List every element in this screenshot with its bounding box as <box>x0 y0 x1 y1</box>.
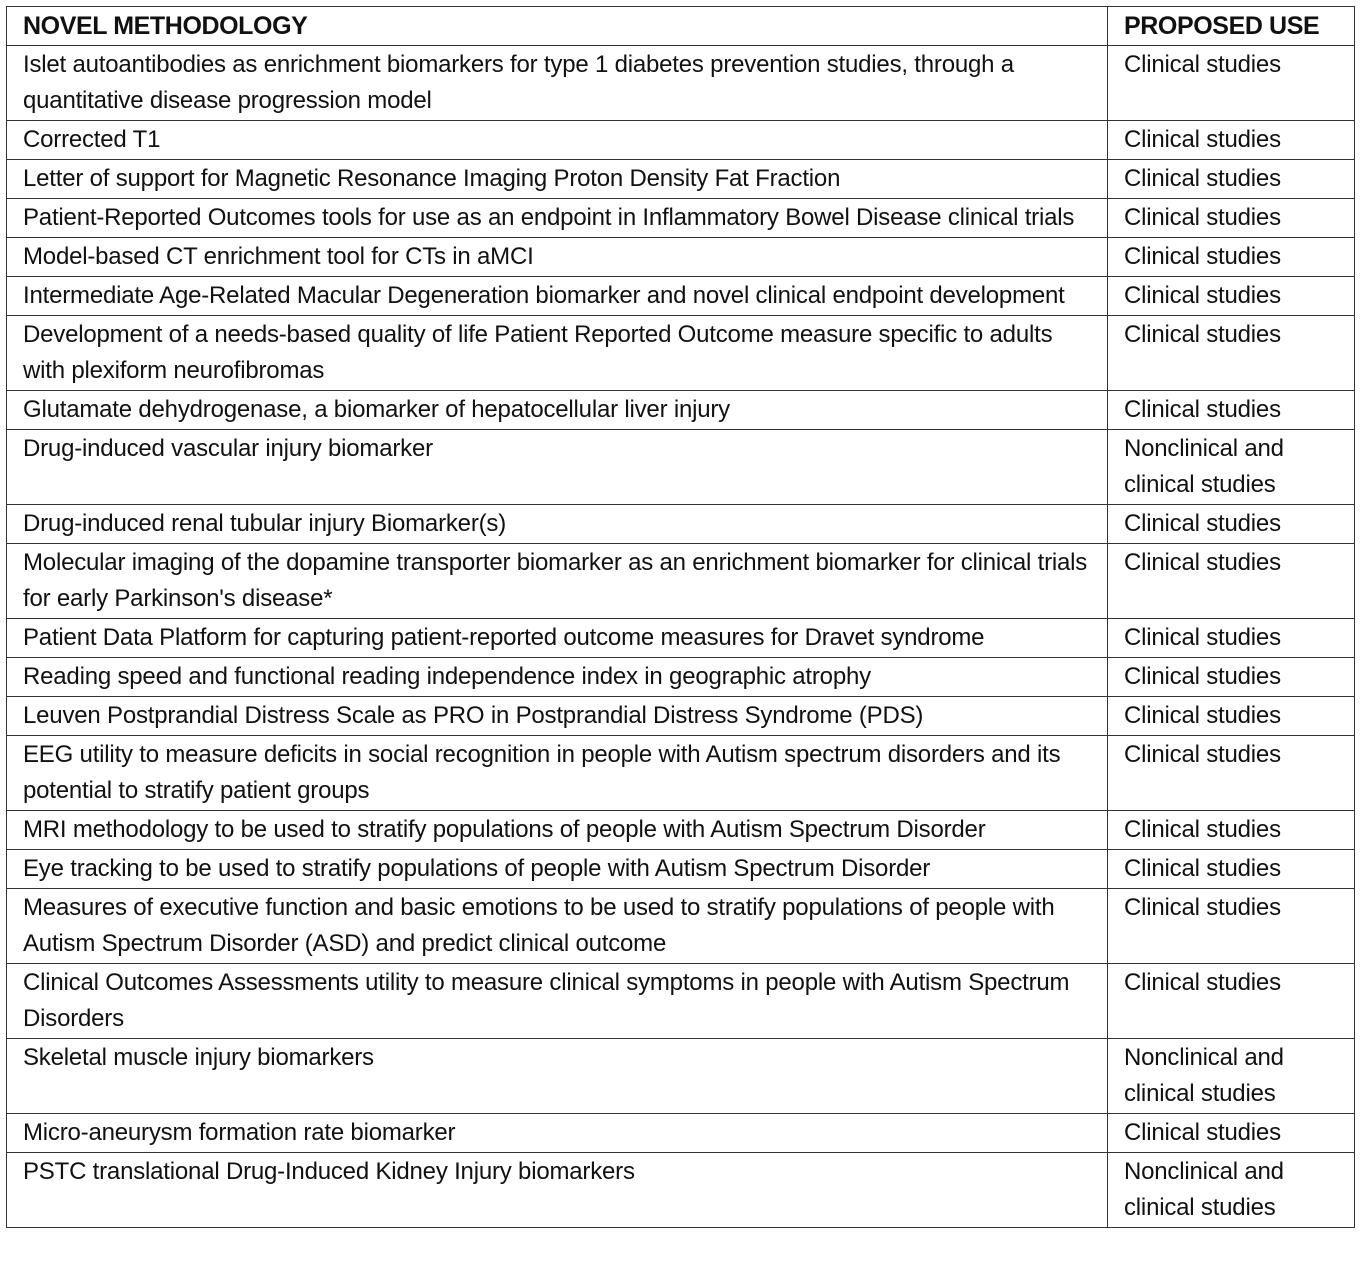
proposed-use-cell: Clinical studies <box>1108 46 1355 121</box>
table-row <box>7 160 1355 199</box>
table-row <box>7 850 1355 889</box>
table-row <box>7 1039 1355 1114</box>
methodology-cell: Leuven Postprandial Distress Scale as PRO in Postprandial Distress Syndrome (PDS) <box>7 697 1108 736</box>
table-row <box>7 1114 1355 1153</box>
methodology-cell: Patient-Reported Outcomes tools for use as an endpoint in Inflammatory Bowel Disease clinical trials <box>7 199 1108 238</box>
table-body <box>7 46 1355 1228</box>
methodology-cell: EEG utility to measure deficits in social recognition in people with Autism spectrum disorders and its potential to stratify patient groups <box>7 736 1108 811</box>
methodology-cell: Eye tracking to be used to stratify populations of people with Autism Spectrum Disorder <box>7 850 1108 889</box>
table-row <box>7 658 1355 697</box>
table-row <box>7 238 1355 277</box>
proposed-use-cell: Clinical studies <box>1108 964 1355 1039</box>
header-novel-methodology: NOVEL METHODOLOGY <box>7 7 1108 46</box>
methodology-cell: MRI methodology to be used to stratify populations of people with Autism Spectrum Disorder <box>7 811 1108 850</box>
table-row <box>7 964 1355 1039</box>
methodology-cell: Reading speed and functional reading independence index in geographic atrophy <box>7 658 1108 697</box>
table-row <box>7 736 1355 811</box>
methodology-cell: Micro-aneurysm formation rate biomarker <box>7 1114 1108 1153</box>
table-row <box>7 391 1355 430</box>
methodology-cell: Development of a needs-based quality of life Patient Reported Outcome measure specific to adults with plexiform neurofibromas <box>7 316 1108 391</box>
table-row <box>7 505 1355 544</box>
proposed-use-cell: Clinical studies <box>1108 199 1355 238</box>
proposed-use-cell: Clinical studies <box>1108 316 1355 391</box>
table-row <box>7 121 1355 160</box>
proposed-use-cell: Nonclinical and clinical studies <box>1108 1153 1355 1228</box>
proposed-use-cell: Clinical studies <box>1108 658 1355 697</box>
table-row <box>7 277 1355 316</box>
proposed-use-cell: Nonclinical and clinical studies <box>1108 430 1355 505</box>
methodology-cell: Corrected T1 <box>7 121 1108 160</box>
methodology-cell: Clinical Outcomes Assessments utility to measure clinical symptoms in people with Autism Spectrum Disorders <box>7 964 1108 1039</box>
proposed-use-cell: Clinical studies <box>1108 277 1355 316</box>
table-row <box>7 1153 1355 1228</box>
proposed-use-cell: Clinical studies <box>1108 160 1355 199</box>
table-row <box>7 199 1355 238</box>
methodology-cell: Intermediate Age-Related Macular Degeneration biomarker and novel clinical endpoint development <box>7 277 1108 316</box>
proposed-use-cell: Clinical studies <box>1108 238 1355 277</box>
proposed-use-cell: Clinical studies <box>1108 121 1355 160</box>
table-row <box>7 316 1355 391</box>
methodology-cell: Letter of support for Magnetic Resonance Imaging Proton Density Fat Fraction <box>7 160 1108 199</box>
proposed-use-cell: Clinical studies <box>1108 697 1355 736</box>
proposed-use-cell: Clinical studies <box>1108 505 1355 544</box>
methodology-cell: Measures of executive function and basic emotions to be used to stratify populations of people with Autism Spectrum Disorder (ASD) and predict clinical outcome <box>7 889 1108 964</box>
table-row <box>7 619 1355 658</box>
methodology-cell: Patient Data Platform for capturing patient-reported outcome measures for Dravet syndrome <box>7 619 1108 658</box>
proposed-use-cell: Nonclinical and clinical studies <box>1108 1039 1355 1114</box>
methodology-cell: Drug-induced renal tubular injury Biomarker(s) <box>7 505 1108 544</box>
table-row <box>7 697 1355 736</box>
methodology-cell: Molecular imaging of the dopamine transporter biomarker as an enrichment biomarker for clinical trials for early Parkinson's disease* <box>7 544 1108 619</box>
methodology-cell: Model-based CT enrichment tool for CTs in aMCI <box>7 238 1108 277</box>
methodology-cell: PSTC translational Drug-Induced Kidney Injury biomarkers <box>7 1153 1108 1228</box>
table-row <box>7 889 1355 964</box>
header-proposed-use: PROPOSED USE <box>1108 7 1355 46</box>
proposed-use-cell: Clinical studies <box>1108 850 1355 889</box>
header-row <box>7 7 1355 46</box>
proposed-use-cell: Clinical studies <box>1108 1114 1355 1153</box>
methodology-cell: Drug-induced vascular injury biomarker <box>7 430 1108 505</box>
table-row <box>7 46 1355 121</box>
proposed-use-cell: Clinical studies <box>1108 889 1355 964</box>
proposed-use-cell: Clinical studies <box>1108 544 1355 619</box>
methodology-table <box>6 6 1355 1228</box>
methodology-cell: Glutamate dehydrogenase, a biomarker of hepatocellular liver injury <box>7 391 1108 430</box>
table-row <box>7 430 1355 505</box>
table-row <box>7 544 1355 619</box>
proposed-use-cell: Clinical studies <box>1108 619 1355 658</box>
proposed-use-cell: Clinical studies <box>1108 736 1355 811</box>
table-row <box>7 811 1355 850</box>
methodology-cell: Islet autoantibodies as enrichment biomarkers for type 1 diabetes prevention studies, through a quantitative disease progression model <box>7 46 1108 121</box>
methodology-cell: Skeletal muscle injury biomarkers <box>7 1039 1108 1114</box>
proposed-use-cell: Clinical studies <box>1108 391 1355 430</box>
proposed-use-cell: Clinical studies <box>1108 811 1355 850</box>
